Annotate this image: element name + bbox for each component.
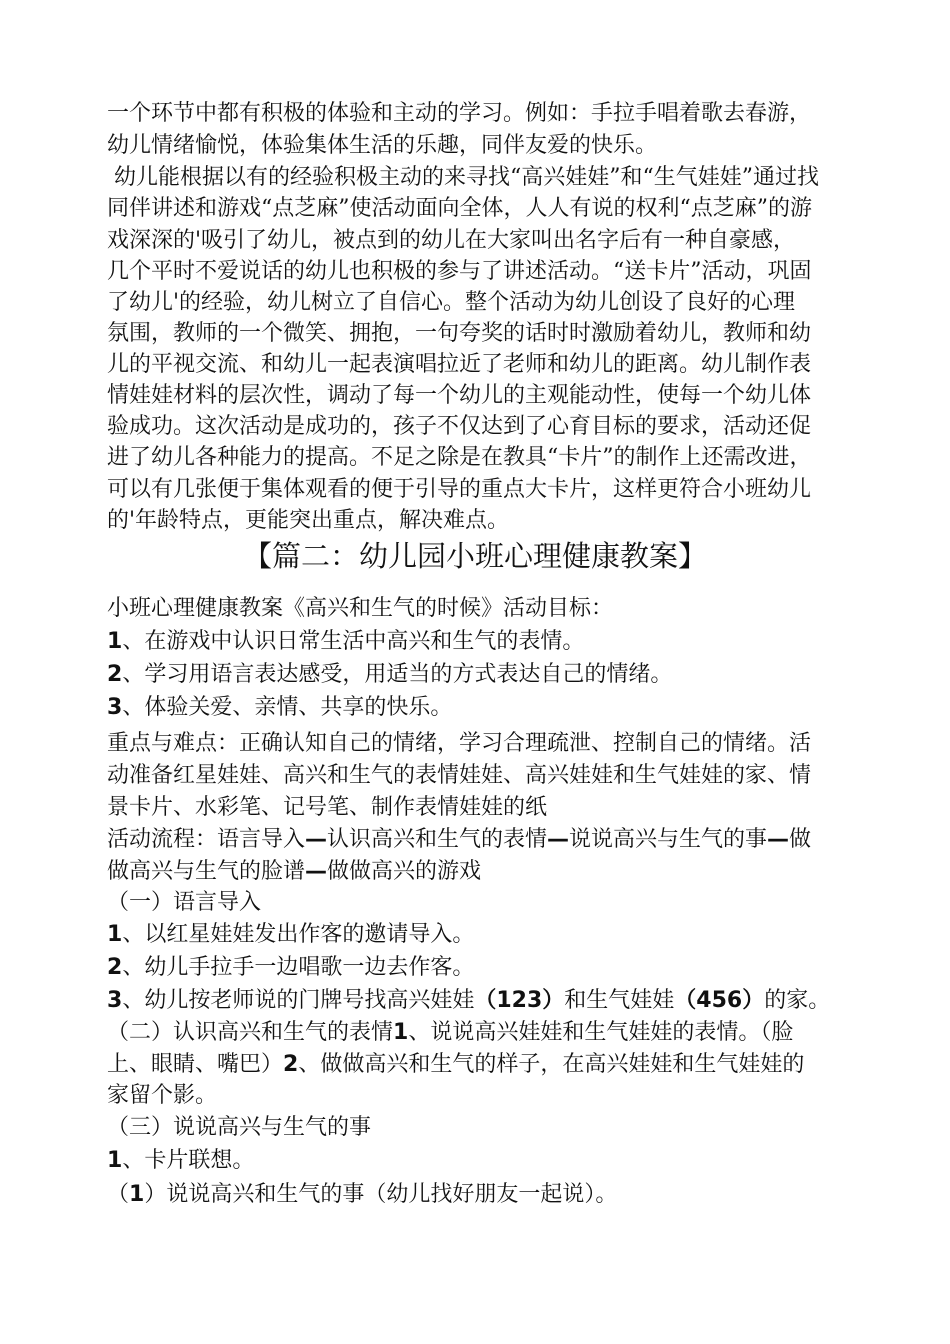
intro-line: 幼儿情绪愉悦，体验集体生活的乐趣，同伴友爱的快乐。 <box>107 133 658 158</box>
intro-line: 氛围，教师的一个微笑、拥抱，一句夸奖的话时时激励着幼儿，教师和幼 <box>107 321 812 346</box>
step-number: 1 <box>129 1182 145 1207</box>
flow-text: 做 <box>789 827 812 852</box>
goal-text: 、在游戏中认识日常生活中高兴和生气的表情。 <box>122 629 585 654</box>
step-item <box>107 952 867 984</box>
lesson-title-line: 小班心理健康教案《高兴和生气的时候》活动目标： <box>107 596 614 621</box>
step-item <box>107 1145 867 1177</box>
key-points-line: 景卡片、水彩笔、记号笔、制作表情娃娃的纸 <box>107 795 548 820</box>
intro-line: 的'年龄特点，更能突出重点，解决难点。 <box>107 508 510 533</box>
step-text: 、说说高兴娃娃和生气娃娃的表情。（脸 <box>408 1020 794 1045</box>
door-number: （456） <box>674 988 765 1013</box>
goal-number: 1 <box>107 629 123 654</box>
goal-item <box>107 692 867 724</box>
step-number: 2 <box>107 955 123 980</box>
step-line: 家留个影。 <box>107 1083 218 1108</box>
step-number: 3 <box>107 988 123 1013</box>
step-text: 、做做高兴和生气的样子，在高兴娃娃和生气娃娃的 <box>298 1052 805 1077</box>
intro-line: 儿的平视交流、和幼儿一起表演唱拉近了老师和幼儿的距离。幼儿制作表 <box>107 352 812 377</box>
goal-item <box>107 626 867 658</box>
intro-line: 幼儿能根据以有的经验积极主动的来寻找“高兴娃娃”和“生气娃娃”通过找 <box>107 165 819 190</box>
intro-line: 进了幼儿各种能力的提高。不足之除是在教具“卡片”的制作上还需改进， <box>107 445 812 470</box>
intro-line: 了幼儿'的经验，幼儿树立了自信心。整个活动为幼儿创设了良好的心理 <box>107 290 796 315</box>
intro-line: 一个环节中都有积极的体验和主动的学习。例如：手拉手唱着歌去春游， <box>107 101 812 126</box>
intro-line: 情娃娃材料的层次性，调动了每一个幼儿的主观能动性，使每一个幼儿体 <box>107 383 812 408</box>
step-number: 1 <box>393 1020 409 1045</box>
step-text: 、幼儿手拉手一边唱歌一边去作客。 <box>122 955 475 980</box>
step-item <box>107 985 867 1017</box>
activity-flow-line <box>107 856 867 888</box>
flow-text: 活动流程：语言导入 <box>107 827 306 852</box>
step-text: 的家。 <box>764 988 831 1013</box>
step-text: 上、眼睛、嘴巴） <box>107 1052 284 1077</box>
step-sub-item <box>107 1179 867 1211</box>
step-title: （一）语言导入 <box>107 890 262 915</box>
step-text: ）说说高兴和生气的事（幼儿找好朋友一起说）。 <box>144 1182 618 1207</box>
door-number: （123） <box>474 988 565 1013</box>
step-text: （二）认识高兴和生气的表情 <box>107 1020 394 1045</box>
flow-dash: — <box>305 859 328 884</box>
flow-dash: — <box>547 827 570 852</box>
step-number: 1 <box>107 922 123 947</box>
intro-line: 几个平时不爱说话的幼儿也积极的参与了讲述活动。“送卡片”活动，巩固 <box>107 259 812 284</box>
key-points-line: 重点与难点：正确认知自己的情绪，学习合理疏泄、控制自己的情绪。活 <box>107 731 812 756</box>
step-line <box>107 1049 867 1081</box>
step-text: 和生气娃娃 <box>564 988 675 1013</box>
intro-line: 验成功。这次活动是成功的，孩子不仅达到了心育目标的要求，活动还促 <box>107 414 812 439</box>
flow-dash: — <box>767 827 790 852</box>
step-item <box>107 919 867 951</box>
intro-line: 戏深深的'吸引了幼儿，被点到的幼儿在大家叫出名字后有一种自豪感， <box>107 228 796 253</box>
step-text: 、卡片联想。 <box>122 1148 255 1173</box>
step-number: 1 <box>107 1148 123 1173</box>
flow-text: 认识高兴和生气的表情 <box>327 827 548 852</box>
key-points-line: 动准备红星娃娃、高兴和生气的表情娃娃、高兴娃娃和生气娃娃的家、情 <box>107 763 812 788</box>
section-heading: 【篇二：幼儿园小班心理健康教案】 <box>242 539 707 573</box>
activity-flow-line <box>107 824 867 856</box>
step-text: （ <box>107 1182 130 1207</box>
step-title: （三）说说高兴与生气的事 <box>107 1115 372 1140</box>
flow-text: 做做高兴的游戏 <box>327 859 482 884</box>
step-line <box>107 1017 867 1049</box>
flow-text: 做高兴与生气的脸谱 <box>107 859 306 884</box>
step-text: 、以红星娃娃发出作客的邀请导入。 <box>122 922 475 947</box>
intro-line: 同伴讲述和游戏“点芝麻”使活动面向全体，人人有说的权利“点芝麻”的游 <box>107 196 812 221</box>
flow-dash: — <box>305 827 328 852</box>
goal-item <box>107 659 867 691</box>
goal-text: 、学习用语言表达感受，用适当的方式表达自己的情绪。 <box>122 662 673 687</box>
step-text: 、幼儿按老师说的门牌号找高兴娃娃 <box>122 988 475 1013</box>
goal-number: 2 <box>107 662 123 687</box>
flow-text: 说说高兴与生气的事 <box>569 827 768 852</box>
goal-number: 3 <box>107 695 123 720</box>
step-number: 2 <box>283 1052 299 1077</box>
goal-text: 、体验关爱、亲情、共享的快乐。 <box>122 695 453 720</box>
intro-line: 可以有几张便于集体观看的便于引导的重点大卡片，这样更符合小班幼儿 <box>107 477 812 502</box>
